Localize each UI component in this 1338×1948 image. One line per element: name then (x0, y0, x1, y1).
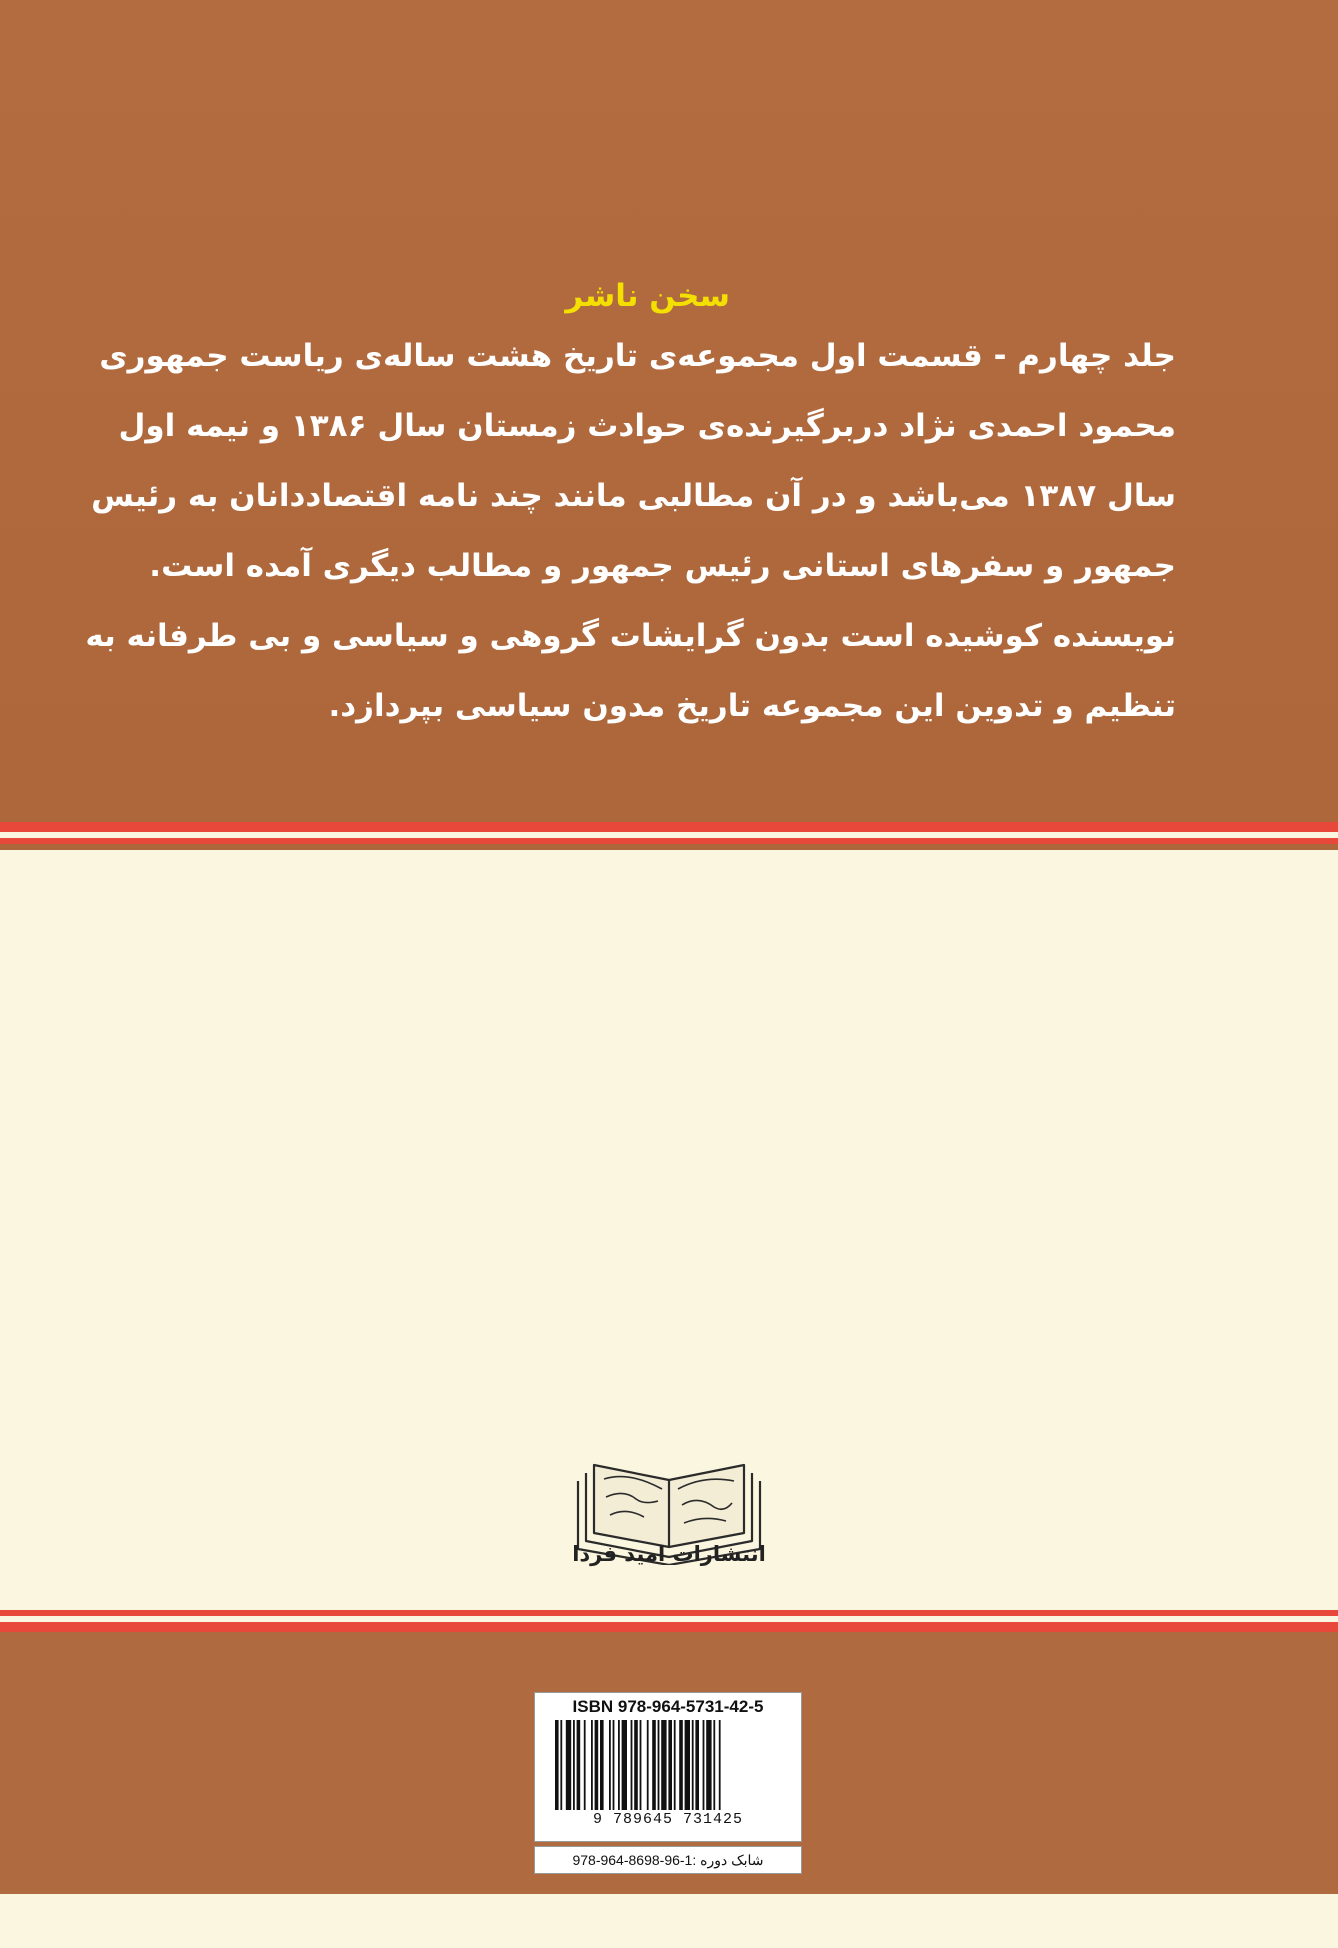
barcode-bar (647, 1720, 649, 1810)
publisher-note-panel (0, 0, 1338, 822)
paragraph-line-3: سال ۱۳۸۷ می‌باشد و در آن مطالبی مانند چند نامه اقتصاددانان به رئیس (91, 478, 1176, 514)
barcode-bar (706, 1720, 711, 1810)
barcode-bar (595, 1720, 599, 1810)
barcode-bar (668, 1720, 672, 1810)
barcode-bar (566, 1720, 571, 1810)
barcode-bar (713, 1720, 715, 1810)
paragraph-line-2: محمود احمدی نژاد دربرگیرنده‌ی حوادث زمستان سال ۱۳۸۶ و نیمه اول (118, 408, 1176, 444)
paragraph-line-1: جلد چهارم - قسمت اول مجموعه‌ی تاریخ هشت ساله‌ی ریاست جمهوری (99, 338, 1176, 374)
upper-thin-red-stripe (0, 838, 1338, 844)
barcode-bar (685, 1720, 690, 1810)
barcode-bar (609, 1720, 611, 1810)
barcode-bar (674, 1720, 676, 1810)
barcode-bar (618, 1720, 620, 1810)
barcode-bar (577, 1720, 581, 1810)
barcode-bar (695, 1720, 699, 1810)
barcode-bar (640, 1720, 642, 1810)
barcode-bar (692, 1720, 694, 1810)
barcode-digits: 9 789645 731425 (592, 1811, 744, 1828)
barcode-bar (584, 1720, 586, 1810)
barcode-bar (591, 1720, 593, 1810)
upper-red-stripe (0, 822, 1338, 832)
barcode-bar (600, 1720, 604, 1810)
barcode-bar (560, 1720, 562, 1810)
barcode-bar (631, 1720, 633, 1810)
paragraph-line-4: جمهور و سفرهای استانی رئیس جمهور و مطالب دیگری آمده است. (149, 548, 1176, 584)
isbn-barcode (534, 1692, 802, 1842)
barcode-bar (658, 1720, 660, 1810)
barcode-bar (622, 1720, 627, 1810)
barcode-bar (719, 1720, 721, 1810)
barcode-bar (679, 1720, 683, 1810)
barcode-bars (553, 1720, 789, 1810)
lower-red-stripe (0, 1622, 1338, 1632)
barcode-bar (634, 1720, 638, 1810)
barcode-bar (652, 1720, 656, 1810)
barcode-bar (613, 1720, 615, 1810)
publisher-name: انتشارات امید فردا (572, 1542, 766, 1566)
barcode-bar (555, 1720, 559, 1810)
barcode-bar (703, 1720, 705, 1810)
paragraph-line-6: تنظیم و تدوین این مجموعه تاریخ مدون سیاسی بپردازد. (328, 688, 1176, 724)
publisher-note-heading: سخن ناشر (565, 278, 730, 314)
isbn-label: ISBN 978-964-5731-42-5 (572, 1697, 764, 1716)
barcode-bar (573, 1720, 575, 1810)
barcode-bar (661, 1720, 666, 1810)
paragraph-line-5: نویسنده کوشیده است بدون گرایشات گروهی و سیاسی و بی طرفانه به (85, 618, 1176, 654)
series-isbn: 978-964-8698-96-1: شابک دوره (534, 1846, 802, 1874)
